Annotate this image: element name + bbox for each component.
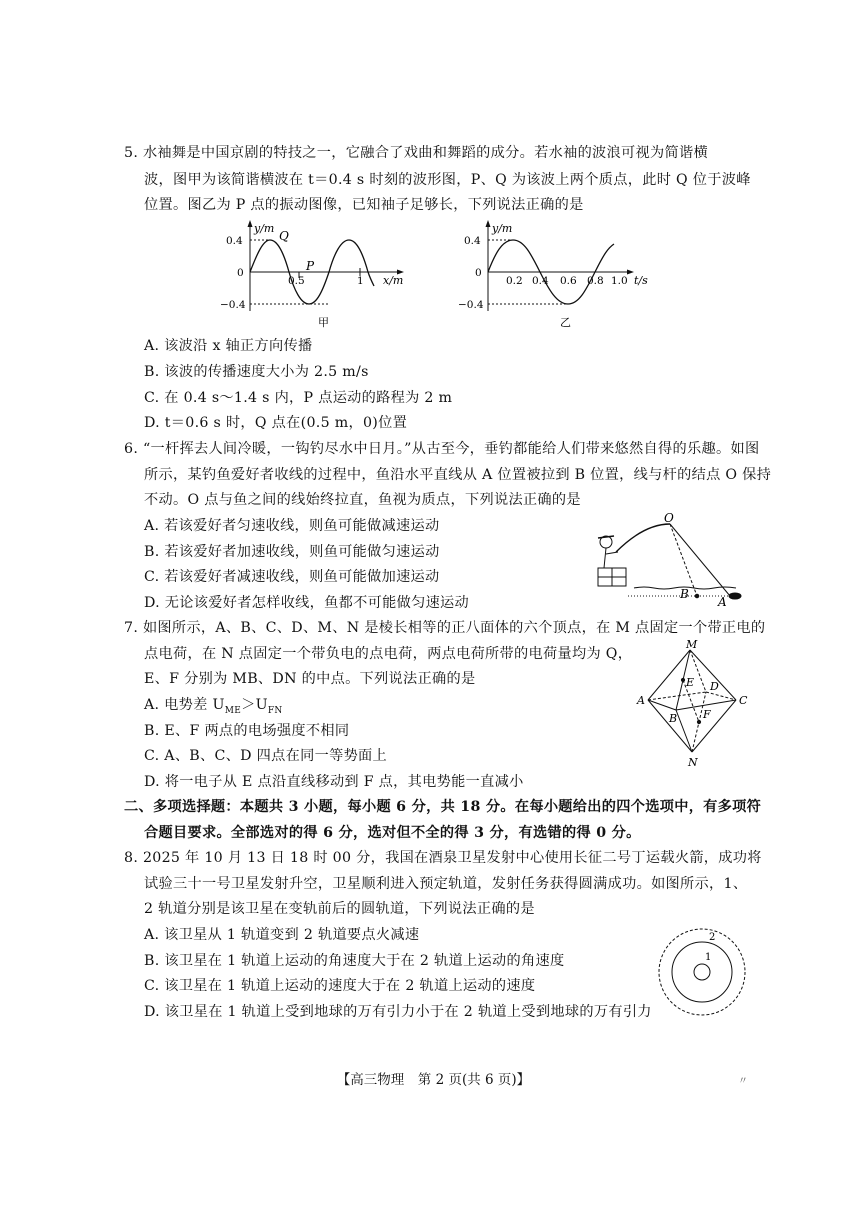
q5-line-3: 位置。图乙为 P 点的振动图像，已知袖子足够长，下列说法正确的是 (144, 197, 584, 213)
y-axis-label-b: y/m (492, 222, 513, 235)
vibration-graph-yi (458, 218, 658, 330)
tick-t-0-2: 0.2 (506, 275, 523, 287)
q5-option-b: B. 该波的传播速度大小为 2.5 m/s (144, 364, 369, 380)
tick-0: 0 (237, 267, 244, 279)
caption-yi: 乙 (560, 316, 571, 329)
q6-option-a: A. 若该爱好者匀速收线，则鱼可能做减速运动 (144, 518, 440, 534)
q7-line-2: 点电荷，在 N 点固定一个带负电的点电荷，两点电荷所带的电荷量均为 Q， (144, 646, 633, 662)
tick-b-0: 0 (475, 267, 482, 279)
caption-jia: 甲 (318, 316, 329, 329)
corner-mark: 〃 (738, 1076, 748, 1087)
tick-b-0-4: 0.4 (464, 235, 481, 247)
q6-line-2: 所示，某钓鱼爱好者收线的过程中，鱼沿水平直线从 A 位置被拉到 B 位置，线与杆的结点 O 保持 (144, 467, 772, 483)
label-a: A (718, 595, 727, 608)
fishing-figure (584, 512, 744, 608)
q8-line-1: 8. 2025 年 10 月 13 日 18 时 00 分，我国在酒泉卫星发射中心使用长征二号丁运载火箭，成功将 (124, 850, 762, 866)
q8-option-a: A. 该卫星从 1 轨道变到 2 轨道要点火减速 (144, 927, 420, 943)
sub-me: ME (224, 705, 242, 716)
q6-option-c: C. 若该爱好者减速收线，则鱼可能做加速运动 (144, 569, 440, 585)
tick-t-1-0: 1.0 (611, 275, 628, 287)
q7-line-1: 7. 如图所示，A、B、C、D、M、N 是棱长相等的正八面体的六个顶点，在 M 点固定一个带正电的 (124, 620, 766, 636)
q5-option-c: C. 在 0.4 s～1.4 s 内，P 点运动的路程为 2 m (144, 390, 453, 406)
tick-x-0-5: 0.5 (288, 275, 305, 287)
orbit-figure (656, 926, 748, 1018)
x-axis-label-b: t/s (634, 274, 648, 287)
tick-t-0-6: 0.6 (560, 275, 577, 287)
octahedron-figure (636, 638, 752, 768)
tick-x-1: 1 (357, 275, 364, 287)
label-p: P (306, 259, 315, 273)
q7-line-3: E、F 分别为 MB、DN 的中点。下列说法正确的是 (144, 671, 476, 687)
q6-line-3: 不动。O 点与鱼之间的线始终拉直，鱼视为质点，下列说法正确的是 (144, 492, 581, 508)
point-e: E (686, 676, 695, 689)
q5-line-1: 5. 水袖舞是中国京剧的特技之一，它融合了戏曲和舞蹈的成分。若水袖的波浪可视为简谐横 (124, 145, 708, 161)
q6-option-b: B. 若该爱好者加速收线，则鱼可能做匀速运动 (144, 544, 440, 560)
fishing-rod (616, 524, 670, 552)
q8-option-b: B. 该卫星在 1 轨道上运动的角速度大于在 2 轨道上运动的角速度 (144, 953, 565, 969)
q8-option-c: C. 该卫星在 1 轨道上运动的速度大于在 2 轨道上运动的速度 (144, 978, 536, 994)
q7-option-a-rel: ＞U (241, 697, 268, 713)
q7-option-a (144, 695, 283, 721)
label-b: B (680, 587, 689, 601)
q7-option-b: B. E、F 两点的电场强度不相同 (144, 723, 350, 739)
tick-t-0-8: 0.8 (587, 275, 604, 287)
orbit-2-label: 2 (709, 932, 716, 943)
q5-option-d: D. t＝0.6 s 时，Q 点在(0.5 m，0)位置 (144, 415, 408, 431)
label-o: O (664, 512, 674, 525)
vertex-b: B (669, 712, 678, 725)
vertex-m: M (686, 638, 698, 651)
sub-fn: FN (267, 705, 283, 716)
q8-option-d: D. 该卫星在 1 轨道上受到地球的万有引力小于在 2 轨道上受到地球的万有引力 (144, 1004, 652, 1020)
q7-option-c: C. A、B、C、D 四点在同一等势面上 (144, 748, 388, 764)
q5-line-2: 波，图甲为该简谐横波在 t＝0.4 s 时刻的波形图，P、Q 为该波上两个质点，此时 Q 位于波峰 (144, 172, 751, 188)
orbit-1 (672, 942, 732, 1002)
q5-option-a: A. 该波沿 x 轴正方向传播 (144, 338, 313, 354)
tick-b-neg: −0.4 (458, 299, 484, 311)
vertex-n: N (688, 756, 698, 768)
x-axis-label: x/m (383, 274, 404, 287)
tick-neg-0-4: −0.4 (220, 299, 246, 311)
q8-line-2: 试验三十一号卫星发射升空，卫星顺利进入预定轨道，发射任务获得圆满成功。如图所示，1、 (144, 876, 748, 892)
fishing-line (670, 524, 730, 596)
y-axis-label: y/m (254, 222, 275, 235)
section-2-heading: 二、多项选择题：本题共 3 小题，每小题 6 分，共 18 分。在每小题给出的四个选项中，有多项符 (124, 799, 762, 815)
fisherman-body (604, 548, 618, 568)
vertex-a: A (637, 694, 645, 707)
tick-t-0-4: 0.4 (532, 275, 549, 287)
line-to-b (670, 524, 697, 596)
q8-line-3: 2 轨道分别是该卫星在变轨前后的圆轨道，下列说法正确的是 (144, 901, 535, 917)
q7-option-a-text: A. 电势差 U (144, 697, 225, 713)
page-footer: 【高三物理 第 2 页(共 6 页)】 (336, 1072, 531, 1088)
q6-option-d: D. 无论该爱好者怎样收线，鱼都不可能做匀速运动 (144, 595, 470, 611)
label-q: Q (279, 229, 289, 243)
fish (729, 593, 741, 599)
q7-option-d: D. 将一电子从 E 点沿直线移动到 F 点，其电势能一直减小 (144, 774, 524, 790)
vertex-d: D (710, 680, 719, 693)
q6-line-1: 6. “一杆挥去人间冷暖，一钩钓尽水中日月。”从古至今，垂钓都能给人们带来悠然自得的乐趣。如图 (124, 441, 760, 457)
earth (694, 964, 710, 980)
point-f: F (703, 708, 711, 721)
section-2-heading-cont: 合题目要求。全部选对的得 6 分，选对但不全的得 3 分，有选错的得 0 分。 (144, 825, 641, 841)
orbit-1-label: 1 (705, 952, 712, 963)
vertex-c: C (739, 694, 748, 707)
tick-0-4: 0.4 (226, 235, 243, 247)
wave-graph-jia (220, 218, 420, 330)
